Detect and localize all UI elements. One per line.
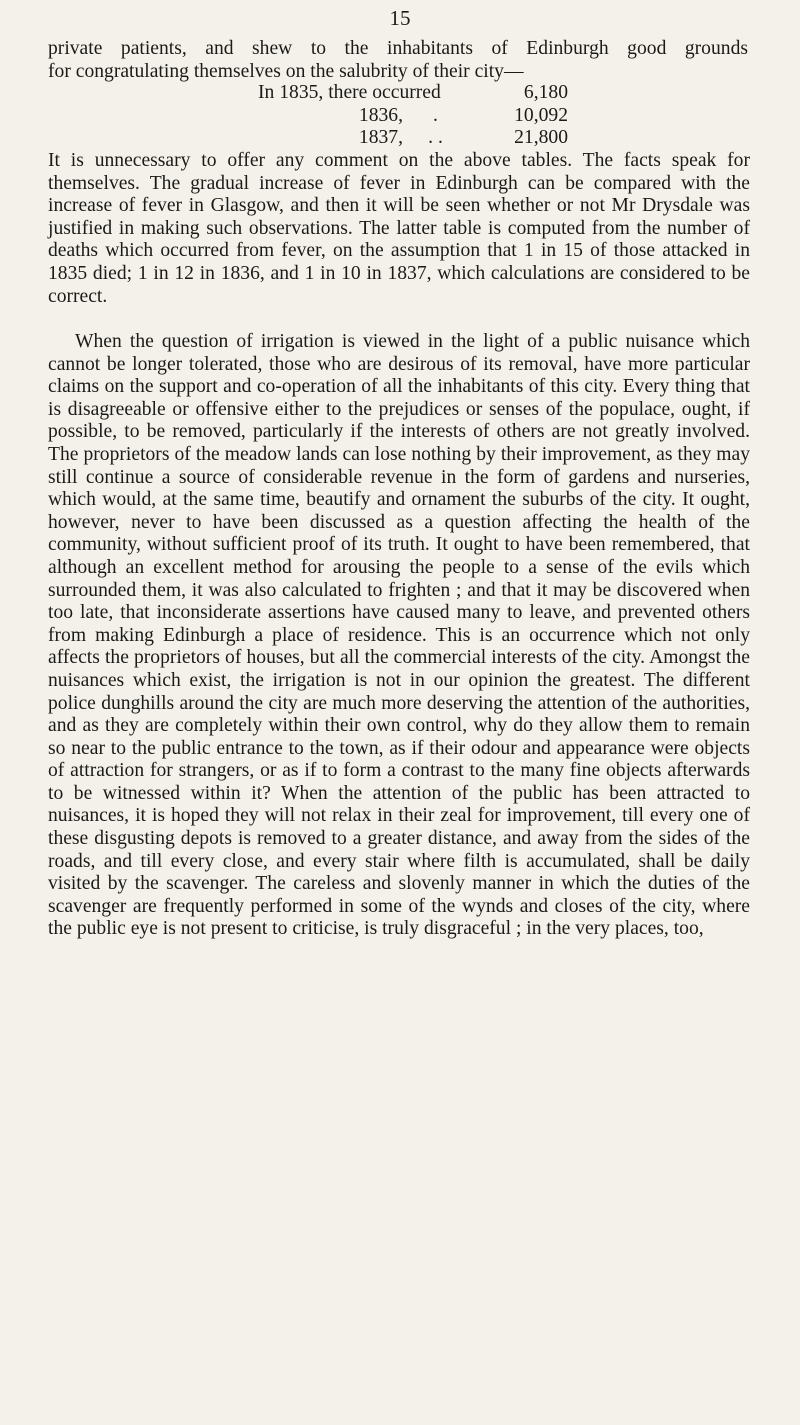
leader-dots: . xyxy=(433,104,438,126)
fever-cases-table xyxy=(258,82,568,150)
commentary-text: It is unnecessary to offer any comment on the above tables. The facts speak for themselves. The gradual increase of fever in Edinburgh can be compared with the increase of fever in Glasgow, and then it will be seen whether or not Mr Drysdale was justified in making such observations. The latter table is computed from the number of deaths which occurred from fever, on the assumption that 1 in 15 of those attacked in 1835 died; 1 in 12 in 1836, and 1 in 10 in 1837, which calculations are considered to be correct. xyxy=(48,150,750,307)
intro-line-2: for congratulating themselves on the salubrity of their city— xyxy=(48,60,524,82)
leader-dots: . . xyxy=(428,127,443,148)
intro-line-1: private patients, and shew to the inhabitants of Edinburgh good grounds xyxy=(48,38,748,59)
year-label: In 1835, there occurred xyxy=(258,82,441,103)
page-number: 15 xyxy=(389,6,411,30)
table-row xyxy=(258,82,568,105)
case-count: 6,180 xyxy=(523,82,568,103)
year-label: 1837, xyxy=(358,127,403,148)
intro-paragraph xyxy=(48,38,748,83)
commentary-paragraph xyxy=(48,150,750,308)
table-row xyxy=(258,105,568,128)
irrigation-text: When the question of irrigation is viewed in the light of a public nuisance which cannot be longer tolerated, those who are desirous of its removal, have more particular claims on the support and co-operation of all the inhabitants of this city. Every thing that is disagreeable or offensive either to the prejudices or senses of the populace, ought, if possible, to be removed, particularly if the interests of others are not greatly involved. The proprietors of the meadow lands can lose nothing by their improvement, as they may still continue a source of considerable revenue in the form of gardens and nurseries, which would, at the same time, beautify and ornament the suburbs of the city. It ought, however, never to have been discussed as a question affecting the health of the community, without sufficient proof of its truth. It ought to have been remembered, that although an excellent method for arousing the people to a sense of the evils which surrounded them, it was also calculated to frighten ; and that it may be discovered when too late, that inconsiderate assertions have caused many to leave, and prevented others from making Edinburgh a place of residence. This is an occurrence which not only affects the proprietors of houses, but all the commercial interests of the city. Amongst the nuisances which exist, the irrigation is not in our opinion the greatest. The different police dunghills around the city are much more deserving the attention of the authorities, and as they are completely within their own control, why do they allow them to remain so near to the public entrance to the town, as if their odour and appearance were objects of attraction for strangers, or as if to form a contrast to the many fine objects afterwards to be witnessed within it? When the attention of the public has been attracted to nuisances, it is hoped they will not relax in their zeal for improvement, till every one of these disgusting depots is removed to a greater distance, and away from the sides of the roads, and till every close, and every stair where filth is accumulated, shall be daily visited by the scavenger. The careless and slovenly manner in which the duties of the scavenger are frequently performed in some of the wynds and closes of the city, where the public eye is not present to criticise, is truly disgraceful ; in the very places, too, xyxy=(48,331,750,940)
year-label: 1836, xyxy=(358,104,403,126)
case-count: 21,800 xyxy=(514,127,568,148)
case-count: 10,092 xyxy=(514,104,568,126)
irrigation-paragraph xyxy=(48,331,750,941)
leader-dots xyxy=(403,82,468,105)
table-row xyxy=(258,127,568,150)
